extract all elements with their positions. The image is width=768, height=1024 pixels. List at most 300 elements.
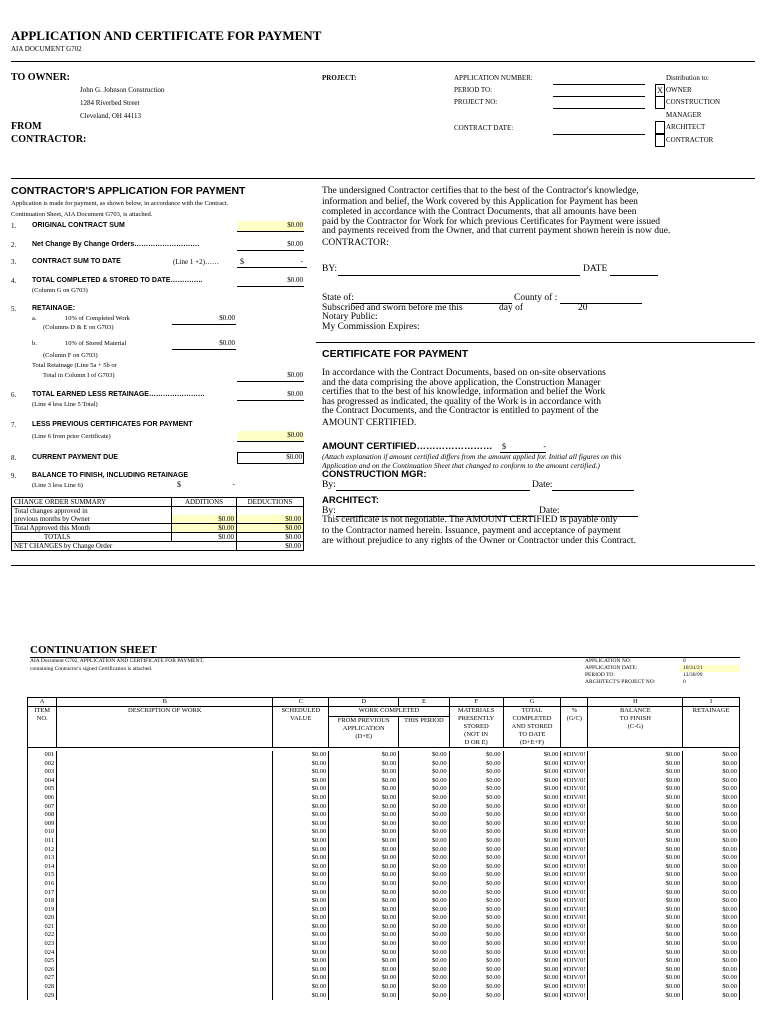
cell-scheduled-value[interactable]: $0.00 [273,914,329,923]
line-7-number: 7. [11,421,17,429]
cell-description[interactable] [57,880,273,889]
cell-this-period[interactable]: $0.00 [399,828,449,837]
cell-this-period[interactable]: $0.00 [399,768,449,777]
cell-scheduled-value[interactable]: $0.00 [273,846,329,855]
cell-materials-stored[interactable]: $0.00 [449,974,503,983]
cell-materials-stored[interactable]: $0.00 [449,931,503,940]
cell-description[interactable] [57,820,273,829]
table-row [28,957,740,966]
cell-materials-stored[interactable]: $0.00 [449,966,503,975]
cell-this-period[interactable]: $0.00 [399,751,449,760]
cert-line-1: The undersigned Contractor certifies that to the best of the Contractor's knowledge, [322,186,639,196]
cell-materials-stored[interactable]: $0.00 [449,940,503,949]
application-number-field[interactable] [553,84,645,85]
cell-total-completed: $0.00 [503,949,561,958]
cell-this-period[interactable]: $0.00 [399,906,449,915]
cm-by-field[interactable] [336,490,530,491]
owner-checkbox[interactable]: X [655,84,665,97]
cell-this-period[interactable]: $0.00 [399,966,449,975]
cell-this-period[interactable]: $0.00 [399,889,449,898]
co-row1-additions[interactable]: $0.00 [172,515,237,524]
cell-materials-stored[interactable]: $0.00 [449,871,503,880]
cell-this-period[interactable]: $0.00 [399,880,449,889]
cell-retainage: $0.00 [683,846,740,855]
cell-materials-stored[interactable]: $0.00 [449,983,503,992]
construction-manager-checkbox[interactable] [655,96,665,109]
co-row1-deductions[interactable]: $0.00 [237,515,304,524]
cell-scheduled-value[interactable]: $0.00 [273,871,329,880]
line-1-label: ORIGINAL CONTRACT SUM [32,222,125,229]
cell-scheduled-value[interactable]: $0.00 [273,854,329,863]
cell-retainage: $0.00 [683,751,740,760]
cell-description[interactable] [57,923,273,932]
cell-description[interactable] [57,949,273,958]
cell-retainage: $0.00 [683,880,740,889]
cell-from-previous: $0.00 [329,992,399,1001]
cell-scheduled-value[interactable]: $0.00 [273,751,329,760]
cell-retainage: $0.00 [683,811,740,820]
cell-scheduled-value[interactable]: $0.00 [273,966,329,975]
cell-description[interactable] [57,794,273,803]
cell-description[interactable] [57,760,273,769]
owner-address-1: 1284 Riverbed Street [80,99,140,107]
cm-date-label: Date: [532,480,553,490]
original-contract-sum-value[interactable]: $0.00 [237,221,304,232]
cell-retainage: $0.00 [683,863,740,872]
cell-description[interactable] [57,785,273,794]
cell-total-completed: $0.00 [503,889,561,898]
line-9-label: BALANCE TO FINISH, INCLUDING RETAINAGE [32,472,189,479]
cell-scheduled-value[interactable]: $0.00 [273,863,329,872]
cell-item-no: 012 [28,846,57,855]
co-row2-deductions[interactable]: $0.00 [237,524,304,533]
continuation-sub-1: AIA Document G702, APPLICATION AND CERTIFICATE FOR PAYMENT, [30,658,204,664]
line-3-label: CONTRACT SUM TO DATE [32,258,121,265]
table-row [28,871,740,880]
cell-materials-stored[interactable]: $0.00 [449,820,503,829]
cell-scheduled-value[interactable]: $0.00 [273,794,329,803]
architect-checkbox[interactable] [655,121,665,134]
continuation-info-labels [585,658,655,686]
cell-total-completed: $0.00 [503,828,561,837]
table-row [28,785,740,794]
cell-materials-stored[interactable]: $0.00 [449,846,503,855]
cell-scheduled-value[interactable]: $0.00 [273,785,329,794]
cell-this-period[interactable]: $0.00 [399,803,449,812]
cell-materials-stored[interactable]: $0.00 [449,923,503,932]
cell-description[interactable] [57,974,273,983]
cell-from-previous: $0.00 [329,794,399,803]
cell-materials-stored[interactable]: $0.00 [449,992,503,1001]
total-retainage-value: $0.00 [237,371,304,382]
previous-certificates-value[interactable]: $0.00 [237,431,304,442]
distribution-architect-label: ARCHITECT [666,123,706,131]
col-letter-i: I [683,698,740,707]
cell-from-previous: $0.00 [329,863,399,872]
col-letter-f: F [449,698,503,707]
continuation-info-values [680,658,740,686]
cell-item-no: 006 [28,794,57,803]
cell-from-previous: $0.00 [329,957,399,966]
cell-description[interactable] [57,957,273,966]
info-application-no-value: 0 [683,658,686,664]
cell-balance: $0.00 [588,940,683,949]
table-row [28,923,740,932]
cell-balance: $0.00 [588,923,683,932]
line-9-dollar: $ [177,480,181,489]
cell-this-period[interactable]: $0.00 [399,785,449,794]
architect-label: ARCHITECT: [322,495,379,506]
cell-this-period[interactable]: $0.00 [399,914,449,923]
cell-materials-stored[interactable]: $0.00 [449,811,503,820]
cell-description[interactable] [57,846,273,855]
cell-total-completed: $0.00 [503,846,561,855]
cell-from-previous: $0.00 [329,837,399,846]
table-row [28,914,740,923]
col-letter-e: E [399,698,449,707]
cell-retainage: $0.00 [683,794,740,803]
cell-description[interactable] [57,854,273,863]
cell-from-previous: $0.00 [329,949,399,958]
cell-total-completed: $0.00 [503,966,561,975]
cell-balance: $0.00 [588,837,683,846]
contract-date-label: CONTRACT DATE: [454,124,514,132]
cell-materials-stored[interactable]: $0.00 [449,897,503,906]
cell-this-period[interactable]: $0.00 [399,811,449,820]
co-row2-label: Total Approved this Month [12,524,172,533]
cell-this-period[interactable]: $0.00 [399,949,449,958]
cell-balance: $0.00 [588,803,683,812]
cell-from-previous: $0.00 [329,889,399,898]
cell-total-completed: $0.00 [503,897,561,906]
cell-materials-stored[interactable]: $0.00 [449,803,503,812]
cell-materials-stored[interactable]: $0.00 [449,949,503,958]
cell-scheduled-value[interactable]: $0.00 [273,768,329,777]
cell-scheduled-value[interactable]: $0.00 [273,777,329,786]
cell-this-period[interactable]: $0.00 [399,931,449,940]
cell-scheduled-value[interactable]: $0.00 [273,820,329,829]
cell-retainage: $0.00 [683,889,740,898]
cell-materials-stored[interactable]: $0.00 [449,914,503,923]
cell-percent: #DIV/0! [561,768,588,777]
project-label: PROJECT: [322,74,357,82]
to-owner-label: TO OWNER: [11,72,70,83]
construction-mgr-label: CONSTRUCTION MGR: [322,469,427,480]
cell-item-no: 027 [28,974,57,983]
by-signature-field[interactable] [338,275,580,276]
cell-from-previous: $0.00 [329,940,399,949]
cell-materials-stored[interactable]: $0.00 [449,785,503,794]
cell-description[interactable] [57,871,273,880]
cell-scheduled-value[interactable]: $0.00 [273,923,329,932]
project-no-label: PROJECT NO: [454,98,498,106]
cell-from-previous: $0.00 [329,914,399,923]
arch-by-label: By: [322,506,336,516]
co-row1-label-a: Total changes approved in [12,507,172,516]
cell-total-completed: $0.00 [503,957,561,966]
cell-total-completed: $0.00 [503,906,561,915]
co-header-deductions: DEDUCTIONS [237,498,304,507]
distribution-manager-label: MANAGER [666,111,702,119]
cell-item-no: 029 [28,992,57,1001]
cell-this-period[interactable]: $0.00 [399,760,449,769]
cell-description[interactable] [57,931,273,940]
table-row [28,854,740,863]
table-row [28,768,740,777]
continuation-table-body [28,751,740,1000]
cell-this-period[interactable]: $0.00 [399,863,449,872]
info-application-date-label: APPLICATION DATE: [585,665,638,671]
cell-this-period[interactable]: $0.00 [399,923,449,932]
line-2-number: 2. [11,241,17,249]
cert-line-5: and payments received from the Owner, and that current payment shown herein is now due. [322,226,671,237]
cell-scheduled-value[interactable]: $0.00 [273,983,329,992]
line-5b-letter: b. [32,340,37,347]
line-4-label: TOTAL COMPLETED & STORED TO DATE………….. [32,277,203,284]
cell-total-completed: $0.00 [503,803,561,812]
application-intro-1: Application is made for payment, as shown below, in accordance with the Contract. [11,200,229,207]
cell-description[interactable] [57,777,273,786]
cell-retainage: $0.00 [683,820,740,829]
cell-percent: #DIV/0! [561,931,588,940]
cell-materials-stored[interactable]: $0.00 [449,751,503,760]
cell-description[interactable] [57,914,273,923]
line-7-label: LESS PREVIOUS CERTIFICATES FOR PAYMENT [32,421,193,428]
cell-retainage: $0.00 [683,854,740,863]
certificate-line-3: certifies that to the best of his knowledge, information and belief the Work [322,387,606,398]
info-application-no-label: APPLICATION NO: [585,658,632,664]
cell-materials-stored[interactable]: $0.00 [449,760,503,769]
cell-this-period[interactable]: $0.00 [399,974,449,983]
cell-retainage: $0.00 [683,871,740,880]
amount-certified-label: AMOUNT CERTIFIED…………………… [322,441,493,452]
cell-retainage: $0.00 [683,897,740,906]
cell-this-period[interactable]: $0.00 [399,820,449,829]
contractor-checkbox[interactable] [655,134,665,147]
cell-retainage: $0.00 [683,785,740,794]
cell-from-previous: $0.00 [329,854,399,863]
cell-scheduled-value[interactable]: $0.00 [273,897,329,906]
cell-scheduled-value[interactable]: $0.00 [273,974,329,983]
owner-address-2: Cleveland, OH 44113 [80,112,141,120]
cell-from-previous: $0.00 [329,811,399,820]
cell-materials-stored[interactable]: $0.00 [449,854,503,863]
cell-from-previous: $0.00 [329,931,399,940]
cell-materials-stored[interactable]: $0.00 [449,906,503,915]
table-row [28,983,740,992]
cell-percent: #DIV/0! [561,957,588,966]
date-field[interactable] [610,275,658,276]
cell-from-previous: $0.00 [329,828,399,837]
cell-description[interactable] [57,889,273,898]
table-row [28,906,740,915]
attach-line-2: Application and on the Continuation Sheet that changed to conform to the amount certified.) [322,461,600,470]
cell-description[interactable] [57,803,273,812]
col-from-previous: FROM PREVIOUS APPLICATION (D+E) [329,716,399,747]
cell-description[interactable] [57,811,273,820]
cell-balance: $0.00 [588,914,683,923]
project-no-field[interactable] [553,108,645,109]
cell-scheduled-value[interactable]: $0.00 [273,906,329,915]
cell-this-period[interactable]: $0.00 [399,854,449,863]
cell-total-completed: $0.00 [503,760,561,769]
cell-scheduled-value[interactable]: $0.00 [273,880,329,889]
cell-scheduled-value[interactable]: $0.00 [273,949,329,958]
cell-description[interactable] [57,837,273,846]
cell-this-period[interactable]: $0.00 [399,983,449,992]
cell-percent: #DIV/0! [561,923,588,932]
cell-item-no: 020 [28,914,57,923]
table-row [28,897,740,906]
cell-retainage: $0.00 [683,949,740,958]
cell-item-no: 002 [28,760,57,769]
co-header-summary: CHANGE ORDER SUMMARY [12,498,172,507]
cell-scheduled-value[interactable]: $0.00 [273,957,329,966]
cell-materials-stored[interactable]: $0.00 [449,957,503,966]
cell-item-no: 021 [28,923,57,932]
cell-materials-stored[interactable]: $0.00 [449,768,503,777]
application-heading: CONTRACTOR'S APPLICATION FOR PAYMENT [11,185,246,197]
cell-description[interactable] [57,983,273,992]
cell-percent: #DIV/0! [561,906,588,915]
cell-item-no: 018 [28,897,57,906]
cell-materials-stored[interactable]: $0.00 [449,828,503,837]
col-balance: BALANCE TO FINISH (C-G) [588,707,683,748]
col-letter-a: A [28,698,57,707]
total-retainage-label-2: Total in Column I of G703) [43,372,115,379]
cell-total-completed: $0.00 [503,931,561,940]
cm-by-label: By: [322,480,336,490]
line-9-number: 9. [11,472,17,480]
continuation-heading: CONTINUATION SHEET [30,644,157,656]
cell-item-no: 025 [28,957,57,966]
line-6-number: 6. [11,391,17,399]
cell-description[interactable] [57,768,273,777]
cell-materials-stored[interactable]: $0.00 [449,863,503,872]
contractor-signature-label: CONTRACTOR: [322,238,389,248]
cell-materials-stored[interactable]: $0.00 [449,777,503,786]
cell-this-period[interactable]: $0.00 [399,957,449,966]
cell-this-period[interactable]: $0.00 [399,846,449,855]
cell-materials-stored[interactable]: $0.00 [449,889,503,898]
cell-from-previous: $0.00 [329,880,399,889]
by-label: BY: [322,264,337,274]
cell-description[interactable] [57,863,273,872]
notice-line-1: This certificate is not negotiable. The AMOUNT CERTIFIED is payable only [322,515,618,525]
cell-this-period[interactable]: $0.00 [399,777,449,786]
cell-this-period[interactable]: $0.00 [399,940,449,949]
date-label: DATE [583,264,608,274]
cell-this-period[interactable]: $0.00 [399,992,449,1001]
cell-balance: $0.00 [588,768,683,777]
cell-retainage: $0.00 [683,983,740,992]
cell-description[interactable] [57,751,273,760]
cell-from-previous: $0.00 [329,871,399,880]
cell-total-completed: $0.00 [503,871,561,880]
table-row [28,992,740,1001]
cell-scheduled-value[interactable]: $0.00 [273,828,329,837]
cell-description[interactable] [57,906,273,915]
cell-item-no: 022 [28,931,57,940]
cell-retainage: $0.00 [683,803,740,812]
cell-scheduled-value[interactable]: $0.00 [273,760,329,769]
cell-description[interactable] [57,828,273,837]
net-change-value: $0.00 [237,240,304,251]
cell-scheduled-value[interactable]: $0.00 [273,889,329,898]
cell-this-period[interactable]: $0.00 [399,871,449,880]
co-totals-deductions: $0.00 [237,533,304,542]
col-scheduled-value: SCHEDULED VALUE [273,707,329,748]
cell-percent: #DIV/0! [561,837,588,846]
amount-certified-value[interactable]: - [500,442,546,453]
cell-percent: #DIV/0! [561,949,588,958]
col-letter-pct [561,698,588,707]
cell-materials-stored[interactable]: $0.00 [449,880,503,889]
cell-scheduled-value[interactable]: $0.00 [273,992,329,1001]
cell-total-completed: $0.00 [503,923,561,932]
cell-scheduled-value[interactable]: $0.00 [273,940,329,949]
info-application-date-value[interactable]: 10/31/21 [680,665,740,672]
cell-from-previous: $0.00 [329,803,399,812]
line-5-label: RETAINAGE: [32,305,76,312]
table-row [28,974,740,983]
cell-total-completed: $0.00 [503,983,561,992]
cell-scheduled-value[interactable]: $0.00 [273,811,329,820]
line-8-number: 8. [11,454,17,462]
distribution-construction-label: CONSTRUCTION [666,98,721,106]
cell-this-period[interactable]: $0.00 [399,794,449,803]
cell-description[interactable] [57,966,273,975]
table-row [28,846,740,855]
cell-scheduled-value[interactable]: $0.00 [273,931,329,940]
col-this-period: THIS PERIOD [399,716,449,747]
change-order-summary-table [11,497,304,551]
cell-description[interactable] [57,897,273,906]
line-8-label: CURRENT PAYMENT DUE [32,454,118,461]
arch-date-label: Date: [539,506,560,516]
line-2-label: Net Change By Change Orders………………………. [32,241,200,248]
county-field[interactable] [560,303,642,304]
cell-this-period[interactable]: $0.00 [399,897,449,906]
contract-date-field[interactable] [553,134,645,135]
commission-label: My Commission Expires: [322,322,420,332]
cell-item-no: 009 [28,820,57,829]
co-header-additions: ADDITIONS [172,498,237,507]
cm-date-field[interactable] [552,490,634,491]
cell-item-no: 004 [28,777,57,786]
table-row [28,794,740,803]
notice-line-3: are without prejudice to any rights of the Owner or Contractor under this Contract. [322,536,636,546]
line-5b-text: 10% of Stored Material [65,340,127,347]
co-row1-spacer [172,507,237,516]
co-row2-additions[interactable]: $0.00 [172,524,237,533]
contract-sum-to-date-value: - [237,257,307,268]
table-row [28,966,740,975]
table-row [28,889,740,898]
cell-this-period[interactable]: $0.00 [399,837,449,846]
certificate-line-1: In accordance with the Contract Documents, based on on-site observations [322,368,606,378]
period-to-field[interactable] [553,96,645,97]
cell-scheduled-value[interactable]: $0.00 [273,837,329,846]
cell-materials-stored[interactable]: $0.00 [449,837,503,846]
cell-materials-stored[interactable]: $0.00 [449,794,503,803]
cell-scheduled-value[interactable]: $0.00 [273,803,329,812]
cell-balance: $0.00 [588,846,683,855]
cell-retainage: $0.00 [683,923,740,932]
cell-description[interactable] [57,992,273,1001]
cell-description[interactable] [57,940,273,949]
cell-percent: #DIV/0! [561,751,588,760]
